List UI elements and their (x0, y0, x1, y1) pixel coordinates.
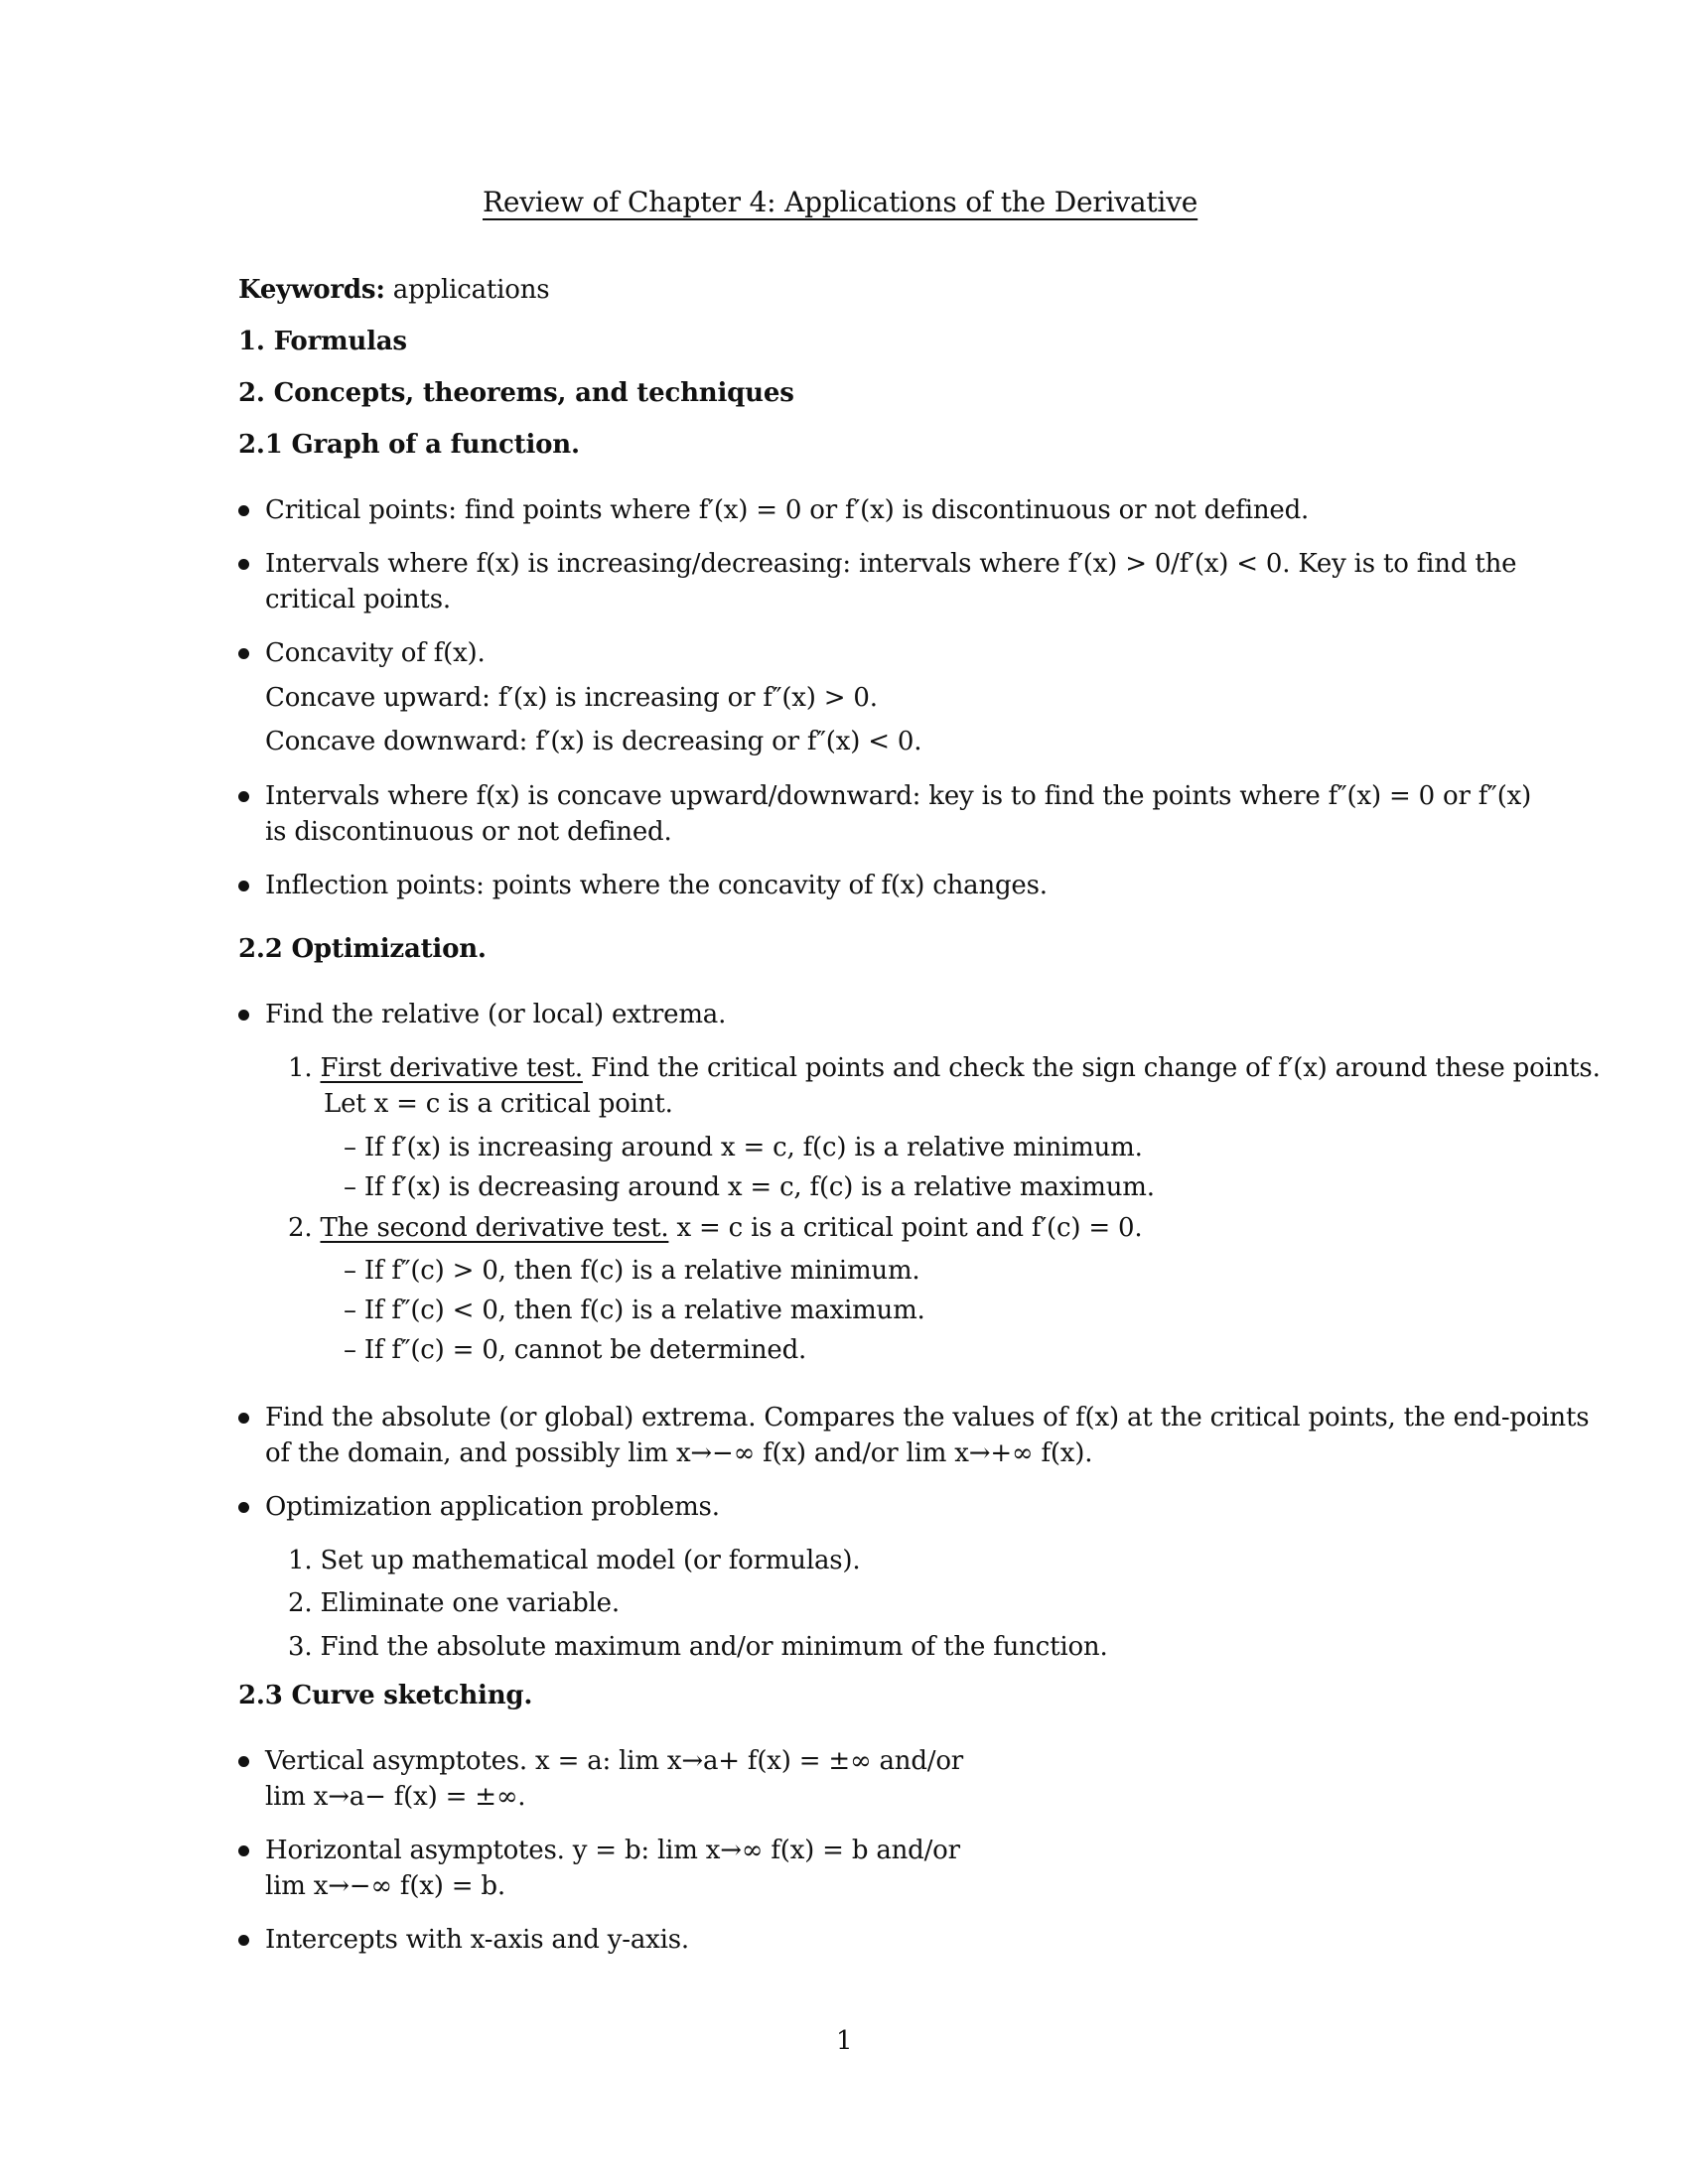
keywords-label: Keywords: (238, 275, 385, 305)
enum-text: Find the critical points and check the sign change of f′(x) around these points. (582, 1053, 1601, 1083)
list-item: Find the relative (or local) extrema. (265, 1000, 727, 1029)
section-concepts: 2. Concepts, theorems, and techniques (238, 378, 794, 408)
bullet-icon (238, 559, 249, 570)
list-item: Inflection points: points where the concavity of f(x) changes. (265, 871, 1048, 900)
enum-number: 1. (288, 1053, 313, 1083)
bullet-icon (238, 1845, 249, 1856)
enum-item: 2. Eliminate one variable. (288, 1588, 620, 1618)
dash-item: – If f′(x) is increasing around x = c, f(c) is a relative minimum. (344, 1133, 1143, 1162)
bullet-icon (238, 1756, 249, 1767)
list-item: Intercepts with x-axis and y-axis. (265, 1925, 689, 1955)
enum-item: 3. Find the absolute maximum and/or minimum of the function. (288, 1632, 1108, 1662)
list-item: Optimization application problems. (265, 1492, 720, 1522)
bullet-icon (238, 881, 249, 891)
enum-text: x = c is a critical point and f′(c) = 0. (668, 1213, 1143, 1243)
list-item-cont: critical points. (265, 585, 451, 614)
page-title: Review of Chapter 4: Applications of the Derivative (483, 186, 1198, 218)
list-item: Critical points: find points where f′(x) = 0 or f′(x) is discontinuous or not defined. (265, 495, 1310, 525)
list-item-sub: Concave downward: f′(x) is decreasing or f″(x) < 0. (265, 727, 922, 756)
bullet-icon (238, 1010, 249, 1021)
bullet-icon (238, 1935, 249, 1946)
dash-item: – If f″(c) < 0, then f(c) is a relative maximum. (344, 1296, 925, 1325)
list-item: Horizontal asymptotes. y = b: lim x→∞ f(x) = b and/or (265, 1836, 960, 1865)
list-item-cont: of the domain, and possibly lim x→−∞ f(x) and/or lim x→+∞ f(x). (265, 1438, 1093, 1468)
section-optimization: 2.2 Optimization. (238, 934, 487, 964)
bullet-icon (238, 505, 249, 516)
bullet-icon (238, 648, 249, 659)
keywords-value: applications (392, 275, 550, 305)
dash-item: – If f″(c) = 0, cannot be determined. (344, 1335, 807, 1365)
enum-item-cont: Let x = c is a critical point. (324, 1089, 673, 1119)
bullet-icon (238, 791, 249, 802)
section-curve-sketching: 2.3 Curve sketching. (238, 1681, 533, 1710)
dash-item: – If f′(x) is decreasing around x = c, f(c) is a relative maximum. (344, 1172, 1155, 1202)
section-graph: 2.1 Graph of a function. (238, 430, 580, 460)
bullet-icon (238, 1413, 249, 1424)
list-item: Find the absolute (or global) extrema. Compares the values of f(x) at the critical points, the end-points (265, 1403, 1590, 1433)
second-derivative-test-label: The second derivative test. (320, 1213, 669, 1243)
enum-number: 2. (288, 1213, 313, 1243)
list-item: Vertical asymptotes. x = a: lim x→a+ f(x) = ±∞ and/or (265, 1746, 964, 1776)
list-item: Concavity of f(x). (265, 638, 486, 668)
first-derivative-test-label: First derivative test. (320, 1053, 583, 1083)
keywords-line (238, 274, 549, 306)
list-item-sub: Concave upward: f′(x) is increasing or f″(x) > 0. (265, 683, 878, 713)
list-item: Intervals where f(x) is increasing/decreasing: intervals where f′(x) > 0/f′(x) < 0. Key is to find the (265, 549, 1517, 579)
list-item-cont: is discontinuous or not defined. (265, 817, 672, 847)
dash-item: – If f″(c) > 0, then f(c) is a relative minimum. (344, 1256, 920, 1286)
list-item-cont: lim x→a− f(x) = ±∞. (265, 1782, 526, 1812)
enum-item (288, 1052, 1601, 1084)
enum-item (288, 1212, 1142, 1244)
page-number: 1 (836, 2026, 853, 2056)
bullet-icon (238, 1502, 249, 1513)
section-formulas: 1. Formulas (238, 327, 407, 356)
list-item-cont: lim x→−∞ f(x) = b. (265, 1871, 505, 1901)
list-item: Intervals where f(x) is concave upward/downward: key is to find the points where f″(x) = 0 or f″(x) (265, 781, 1532, 811)
enum-item: 1. Set up mathematical model (or formulas). (288, 1546, 861, 1575)
